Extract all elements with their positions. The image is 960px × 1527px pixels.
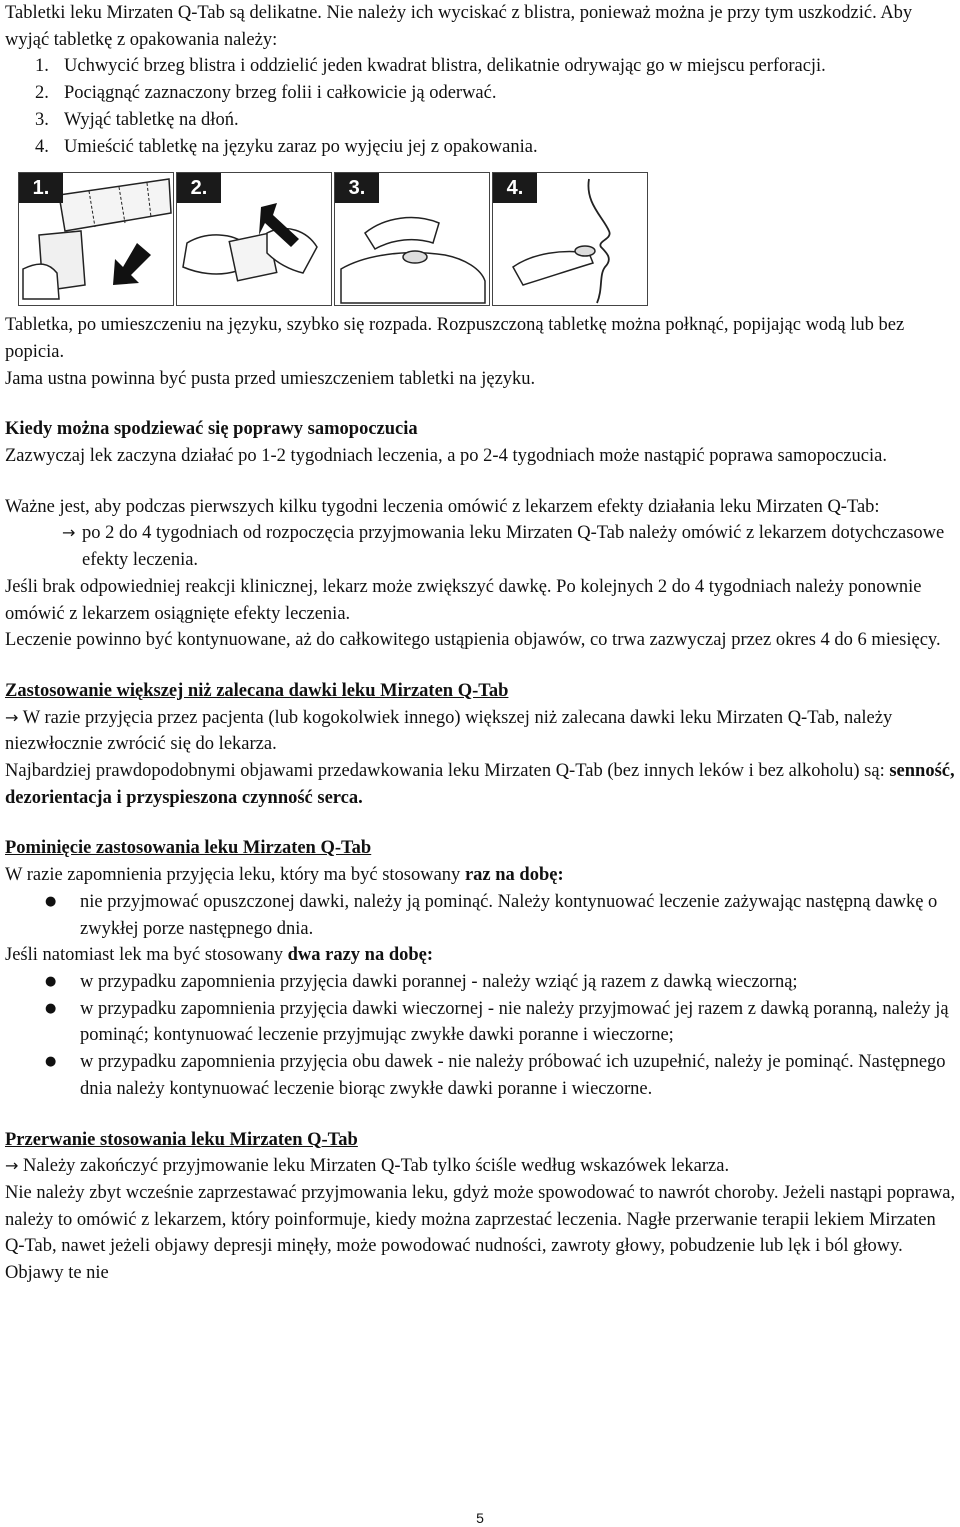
bullet-icon: ● [45, 1000, 57, 1016]
stopping-paragraph-2: Nie należy zbyt wcześnie zaprzestawać przyjmowania leku, gdyż może spowodować to nawrót choroby. Jeżeli nastąpi poprawa, należy to omówić z lekarzem, który poinformuje, kiedy można zaprzestać leczenia. Nagłe przerwanie terapii lekiem Mirzaten Q-Tab, nawet jeżeli objawy depresji minęły, może powodować nudności, zawroty głowy, pobudzenie lub lęk i ból głowy. Objawy te nie [5, 1182, 956, 1284]
missed-once-intro [5, 862, 957, 889]
improvement-text: Zazwyczaj lek zaczyna działać po 1-2 tygodniach leczenia, a po 2-4 tygodniach może nastąpić poprawa samopoczucia. [5, 446, 887, 467]
arrow-icon: → [62, 523, 76, 543]
step-text: Wyjąć tabletkę na dłoń. [64, 109, 239, 130]
step-number: 3. [35, 109, 49, 130]
step-text: Pociągnąć zaznaczony brzeg folii i całkowicie ją oderwać. [64, 83, 497, 104]
important-paragraph-3: Leczenie powinno być kontynuowane, aż do całkowitego ustąpienia objawów, co trwa zazwyczaj przez okres 4 do 6 miesięcy. [5, 630, 941, 651]
list-item [5, 996, 957, 1049]
bullet-icon: ● [45, 893, 57, 909]
missed-once-text: W razie zapomnienia przyjęcia leku, który ma być stosowany [5, 865, 465, 886]
document-page [5, 0, 957, 1287]
step-text: Umieścić tabletkę na języku zaraz po wyjęciu jej z opakowania. [64, 136, 538, 157]
overdose-arrow-text: W razie przyjęcia przez pacjenta (lub kogokolwiek innego) większej niż zalecana dawki leku Mirzaten Q-Tab, należy niezwłocznie zwrócić się do lekarza. [5, 707, 893, 755]
list-item-text: w przypadku zapomnienia przyjęcia dawki wieczornej - nie należy przyjmować jej razem z dawką poranną, należy ją pominąć; kontynuować leczenie przyjmując zwykłe dawki poranne i wieczorne; [80, 998, 949, 1046]
bullet-icon: ● [45, 973, 57, 989]
section-heading-overdose: Zastosowanie większej niż zalecana dawki leku Mirzaten Q-Tab [5, 680, 509, 701]
section-heading-missed: Pominięcie zastosowania leku Mirzaten Q-Tab [5, 838, 372, 859]
step-item-3 [5, 107, 957, 134]
arrow-icon: → [5, 1156, 19, 1176]
important-paragraph-2: Jeśli brak odpowiedniej reakcji klinicznej, lekarz może zwiększyć dawkę. Po kolejnych 2 do 4 tygodniach należy ponownie omówić z lekarzem osiągnięte efekty leczenia. [5, 576, 922, 624]
important-paragraph: Ważne jest, aby podczas pierwszych kilku tygodni leczenia omówić z lekarzem efekty działania leku Mirzaten Q-Tab: [5, 496, 880, 517]
step-item-4 [5, 134, 957, 161]
missed-twice-intro [5, 942, 957, 969]
missed-once-bold: raz na dobę: [464, 865, 564, 886]
dissolve-paragraph-2: Jama ustna powinna być pusta przed umieszczeniem tabletki na języku. [5, 368, 536, 389]
arrow-icon: → [5, 707, 19, 727]
steps-list [5, 53, 957, 160]
list-item [5, 969, 957, 996]
list-item-text: nie przyjmować opuszczonej dawki, należy ją pominąć. Należy kontynuować leczenie zażywając następną dawkę o zwykłej porze następnego dnia. [80, 891, 938, 939]
overdose-symptoms-text: Najbardziej prawdopodobnymi objawami przedawkowania leku Mirzaten Q-Tab (bez innych leków i bez alkoholu) są: [5, 761, 890, 782]
list-item-text: w przypadku zapomnienia przyjęcia obu dawek - nie należy próbować ich uzupełnić, należy je pominąć. Następnego dnia należy kontynuować leczenie biorąc zwykłe dawki poranne i wieczorne. [80, 1052, 946, 1099]
figure-step-2 [176, 172, 332, 306]
figure-badge: 4. [493, 173, 537, 203]
section-heading-improvement: Kiedy można spodziewać się poprawy samopoczucia [5, 419, 418, 440]
important-arrow-item [5, 520, 957, 573]
dissolve-paragraph-1: Tabletka, po umieszczeniu na języku, szybko się rozpada. Rozpuszczoną tabletkę można połknąć, popijając wodą lub bez popicia. [5, 315, 905, 362]
step-number: 2. [35, 83, 49, 104]
overdose-symptoms-bold: senność, dezorientacja i przyspieszona czynność serca. [5, 761, 955, 808]
step-item-2 [5, 80, 957, 107]
missed-twice-text: Jeśli natomiast lek ma być stosowany [5, 945, 288, 966]
intro-paragraph: Tabletki leku Mirzaten Q-Tab są delikatne. Nie należy ich wyciskać z blistra, ponieważ można je przy tym uszkodzić. Aby wyjąć tabletkę z opakowania należy: [5, 3, 913, 50]
section-heading-stopping: Przerwanie stosowania leku Mirzaten Q-Tab [5, 1129, 358, 1150]
stopping-arrow-text: Należy zakończyć przyjmowanie leku Mirzaten Q-Tab tylko ściśle według wskazówek lekarza. [23, 1156, 730, 1177]
page-number: 5 [476, 1510, 484, 1526]
step-item-1 [5, 53, 957, 80]
figure-step-3 [334, 172, 490, 306]
figure-badge: 3. [335, 173, 379, 203]
list-item [5, 1049, 957, 1102]
step-text: Uchwycić brzeg blistra i oddzielić jeden kwadrat blistra, delikatnie odrywając go w miejscu perforacji. [64, 56, 826, 77]
figure-step-4 [492, 172, 648, 306]
list-item [5, 889, 957, 942]
bullet-icon: ● [45, 1054, 57, 1070]
arrow-item-text: po 2 do 4 tygodniach od rozpoczęcia przyjmowania leku Mirzaten Q-Tab należy omówić z lekarzem dotychczasowe efekty leczenia. [82, 523, 945, 571]
step-number: 4. [35, 136, 49, 157]
figure-badge: 1. [19, 173, 63, 203]
list-item-text: w przypadku zapomnienia przyjęcia dawki porannej - należy wziąć ją razem z dawką wieczorną; [80, 971, 798, 992]
figure-badge: 2. [177, 173, 221, 203]
missed-twice-bold: dwa razy na dobę: [287, 945, 434, 966]
overdose-arrow-paragraph [5, 705, 957, 758]
stopping-arrow-paragraph [5, 1153, 957, 1180]
figure-step-1 [18, 172, 174, 306]
instruction-figures [18, 172, 957, 306]
step-number: 1. [35, 56, 49, 77]
overdose-symptoms-paragraph [5, 758, 957, 811]
